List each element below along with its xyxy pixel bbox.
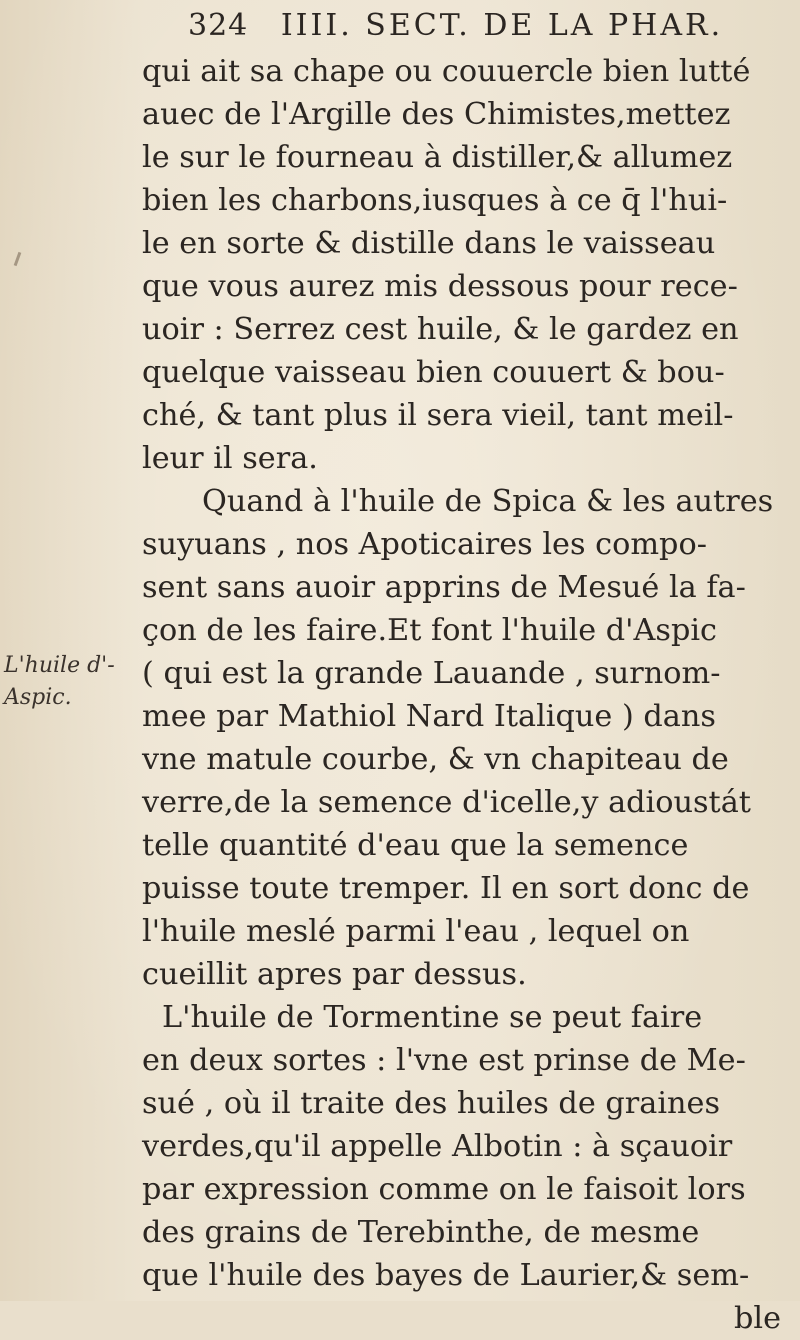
paragraph-start: Quand à l'huile de Spica & les autres [202, 484, 774, 519]
page-number: 324 [188, 8, 249, 43]
text-line: en deux sortes : l'vne est prinse de Me- [142, 1043, 746, 1078]
body-text [142, 50, 782, 1340]
text-line: le en sorte & distille dans le vaisseau [142, 226, 716, 261]
text-line: mee par Mathiol Nard Italique ) dans [142, 699, 716, 734]
text-line: le sur le fourneau à distiller,& allumez [142, 140, 733, 175]
text-line: uoir : Serrez cest huile, & le gardez en [142, 312, 739, 347]
margin-note-line: L'huile d'- [4, 653, 115, 678]
catchword: ble [734, 1301, 782, 1336]
text-line: telle quantité d'eau que la semence [142, 828, 689, 863]
margin-note [4, 650, 134, 714]
text-line: bien les charbons,iusques à ce q̄ l'hui- [142, 183, 728, 218]
ink-mark [14, 252, 22, 266]
text-line: puisse toute tremper. Il en sort donc de [142, 871, 750, 906]
text-line: verre,de la semence d'icelle,y adioustát [142, 785, 751, 820]
text-line: sué , où il traite des huiles de graines [142, 1086, 721, 1121]
text-line: çon de les faire.Et font l'huile d'Aspic [142, 613, 717, 648]
text-line: verdes,qu'il appelle Albotin : à sçauoir [142, 1129, 733, 1164]
text-line: par expression comme on le faisoit lors [142, 1172, 746, 1207]
text-line: des grains de Terebinthe, de mesme [142, 1215, 700, 1250]
text-line: suyuans , nos Apoticaires les compo- [142, 527, 707, 562]
text-line: auec de l'Argille des Chimistes,mettez [142, 97, 731, 132]
paragraph-start: L'huile de Tormentine se peut faire [162, 1000, 703, 1035]
text-line: que l'huile des bayes de Laurier,& sem- [142, 1258, 750, 1293]
margin-note-line: Aspic. [4, 685, 72, 710]
running-head: IIII. SECT. DE LA PHAR. [280, 8, 724, 43]
text-line: que vous aurez mis dessous pour rece- [142, 269, 738, 304]
text-line: ché, & tant plus il sera vieil, tant meil- [142, 398, 734, 433]
text-line: leur il sera. [142, 441, 318, 476]
text-line: sent sans auoir apprins de Mesué la fa- [142, 570, 746, 605]
text-line: qui ait sa chape ou couuercle bien lutté [142, 54, 751, 89]
text-line: l'huile meslé parmi l'eau , lequel on [142, 914, 690, 949]
text-line: ( qui est la grande Lauande , surnom- [142, 656, 721, 691]
text-line: quelque vaisseau bien couuert & bou- [142, 355, 725, 390]
text-line: cueillit apres par dessus. [142, 957, 527, 992]
text-line: vne matule courbe, & vn chapiteau de [142, 742, 729, 777]
page-header [188, 8, 723, 43]
